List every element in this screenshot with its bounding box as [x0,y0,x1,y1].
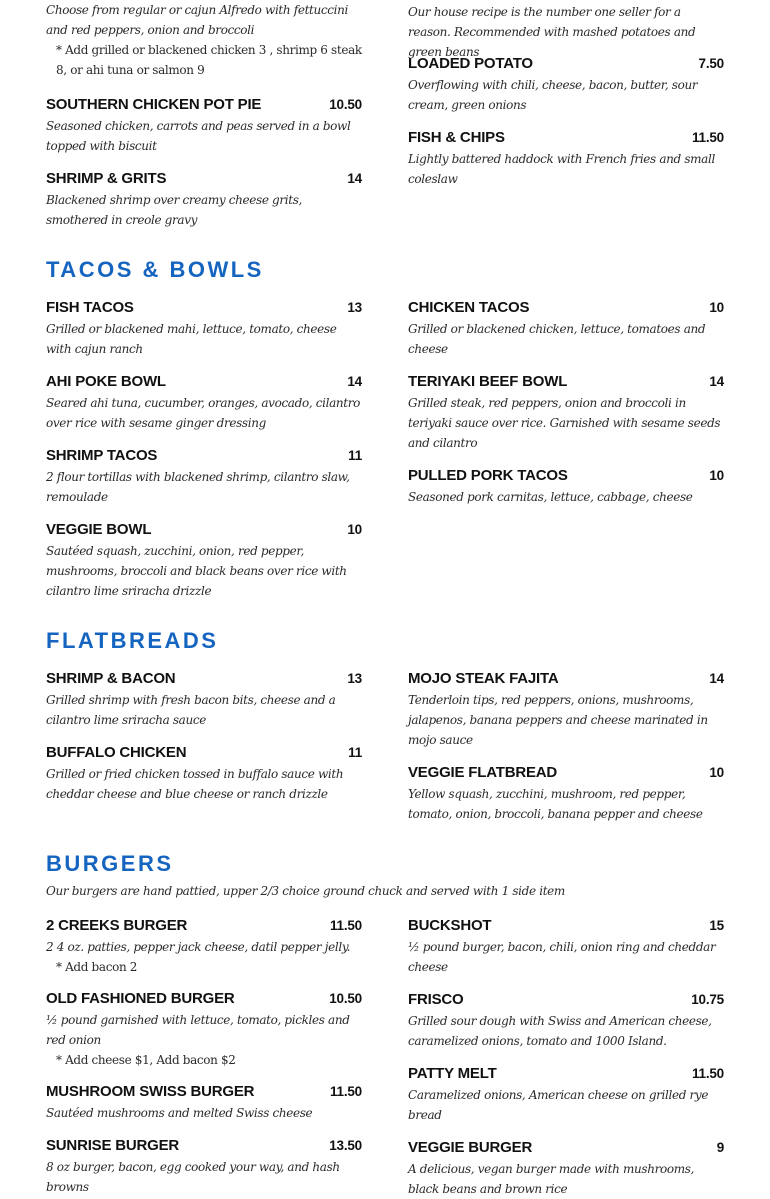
item-price: 14 [347,171,362,186]
item-name: OLD FASHIONED BURGER [46,990,235,1007]
menu-item [408,129,724,189]
item-name: AHI POKE BOWL [46,373,166,390]
menu-item [408,373,724,453]
menu-item [408,2,724,62]
item-price: 15 [709,918,724,933]
item-price: 10.50 [329,991,362,1006]
item-price: 14 [347,374,362,389]
item-description: Grilled shrimp with fresh bacon bits, cheese and a cilantro lime sriracha sauce [46,693,336,727]
item-price: 10 [709,468,724,483]
menu-item [408,670,724,750]
item-description: Choose from regular or cajun Alfredo with fettuccini and red peppers, onion and broccoli [46,3,349,37]
item-name: FRISCO [408,991,464,1008]
item-description: Tenderloin tips, red peppers, onions, mushrooms, jalapenos, banana peppers and cheese marinated in mojo sauce [408,693,708,747]
item-description: Seared ahi tuna, cucumber, oranges, avocado, cilantro over rice with sesame ginger dressing [46,396,361,430]
item-description: Grilled steak, red peppers, onion and broccoli in teriyaki sauce over rice. Garnished with sesame seeds and cilantro [408,396,721,450]
item-price: 7.50 [698,56,724,71]
menu-item [46,96,362,156]
section-title-tacos-bowls: TACOS & BOWLS [46,257,264,282]
item-note: * Add bacon 2 [56,960,138,974]
item-description: 8 oz burger, bacon, egg cooked your way, and hash browns [46,1160,340,1194]
item-price: 14 [709,671,724,686]
menu-item [46,990,362,1070]
item-price: 10 [709,300,724,315]
item-price: 10.75 [691,992,724,1007]
item-description: Sautéed mushrooms and melted Swiss cheese [46,1106,313,1120]
item-price: 13.50 [329,1138,362,1153]
menu-item [408,299,724,359]
item-name: FISH TACOS [46,299,134,316]
item-name: TERIYAKI BEEF BOWL [408,373,568,390]
item-description: Overflowing with chili, cheese, bacon, butter, sour cream, green onions [408,78,698,112]
item-name: CHICKEN TACOS [408,299,530,316]
item-price: 14 [709,374,724,389]
menu-page [46,0,724,1196]
item-price: 9 [716,1140,724,1155]
item-name: PULLED PORK TACOS [408,467,568,484]
menu-item [46,1083,362,1123]
item-description: Our house recipe is the number one seller for a reason. Recommended with mashed potatoes and green beans [408,5,696,59]
item-name: 2 CREEKS BURGER [46,917,188,934]
item-description: Lightly battered haddock with French fries and small coleslaw [408,152,715,186]
menu-item [46,170,362,230]
menu-item [46,1137,362,1194]
item-price: 13 [347,671,362,686]
item-name: MUSHROOM SWISS BURGER [46,1083,255,1100]
item-description: Seasoned pork carnitas, lettuce, cabbage, cheese [408,490,693,504]
item-description: 2 4 oz. patties, pepper jack cheese, datil pepper jelly. [46,940,351,954]
item-price: 11.50 [691,130,724,145]
menu-item [408,467,724,507]
item-description: Yellow squash, zucchini, mushroom, red pepper, tomato, onion, broccoli, banana pepper and cheese [408,787,703,821]
item-description: ½ pound garnished with lettuce, tomato, pickles and red onion [46,1013,350,1047]
item-name: SHRIMP & GRITS [46,170,167,187]
item-name: FISH & CHIPS [408,129,505,146]
item-name: SUNRISE BURGER [46,1137,180,1154]
item-name: BUFFALO CHICKEN [46,744,187,761]
item-price: 10.50 [329,97,362,112]
item-name: BUCKSHOT [408,917,492,934]
section-title-flatbreads: FLATBREADS [46,628,219,653]
item-name: LOADED POTATO [408,55,533,72]
menu-item [408,55,724,115]
item-price: 11 [348,745,362,760]
item-name: VEGGIE BOWL [46,521,152,538]
item-description: ½ pound burger, bacon, chili, onion ring and cheddar cheese [408,940,716,974]
item-note: * Add cheese $1, Add bacon $2 [56,1053,236,1067]
item-description: Blackened shrimp over creamy cheese grits, smothered in creole gravy [46,193,302,227]
item-price: 11 [348,448,362,463]
menu-item [408,1065,724,1125]
item-description: A delicious, vegan burger made with mushrooms, black beans and brown rice [408,1162,695,1196]
menu-item [46,0,362,80]
item-name: MOJO STEAK FAJITA [408,670,559,687]
item-description: Grilled or blackened chicken, lettuce, tomatoes and cheese [408,322,706,356]
menu-item [46,299,362,359]
item-note: * Add grilled or blackened chicken 3 , shrimp 6 steak 8, or ahi tuna or salmon 9 [56,43,362,77]
item-description: Grilled or fried chicken tossed in buffalo sauce with cheddar cheese and blue cheese or ranch drizzle [46,767,344,801]
menu-item [46,917,362,977]
menu-item [408,991,724,1051]
item-name: VEGGIE FLATBREAD [408,764,558,781]
menu-item [46,670,362,730]
item-price: 10 [709,765,724,780]
section-note: Our burgers are hand pattied, upper 2/3 choice ground chuck and served with 1 side item [46,884,565,898]
item-price: 11.50 [329,918,362,933]
menu-item [46,521,362,601]
item-name: VEGGIE BURGER [408,1139,533,1156]
item-name: SHRIMP & BACON [46,670,176,687]
item-price: 10 [347,522,362,537]
item-description: Caramelized onions, American cheese on grilled rye bread [408,1088,709,1122]
item-price: 11.50 [691,1066,724,1081]
item-description: Grilled or blackened mahi, lettuce, tomato, cheese with cajun ranch [46,322,337,356]
menu-item [408,1139,724,1196]
menu-item [408,764,724,824]
item-name: PATTY MELT [408,1065,497,1082]
item-description: Seasoned chicken, carrots and peas served in a bowl topped with biscuit [46,119,351,153]
section-title-burgers: BURGERS [46,851,174,876]
item-name: SOUTHERN CHICKEN POT PIE [46,96,262,113]
menu-item [46,373,362,433]
item-price: 11.50 [329,1084,362,1099]
menu-item [46,744,362,804]
item-name: SHRIMP TACOS [46,447,158,464]
item-description: Grilled sour dough with Swiss and American cheese, caramelized onions, tomato and 1000 Island. [408,1014,712,1048]
item-description: Sautéed squash, zucchini, onion, red pepper, mushrooms, broccoli and black beans over rice with cilantro lime sriracha drizzle [46,544,347,598]
menu-item [46,447,362,507]
item-description: 2 flour tortillas with blackened shrimp, cilantro slaw, remoulade [46,470,350,504]
item-price: 13 [347,300,362,315]
menu-item [408,917,724,977]
